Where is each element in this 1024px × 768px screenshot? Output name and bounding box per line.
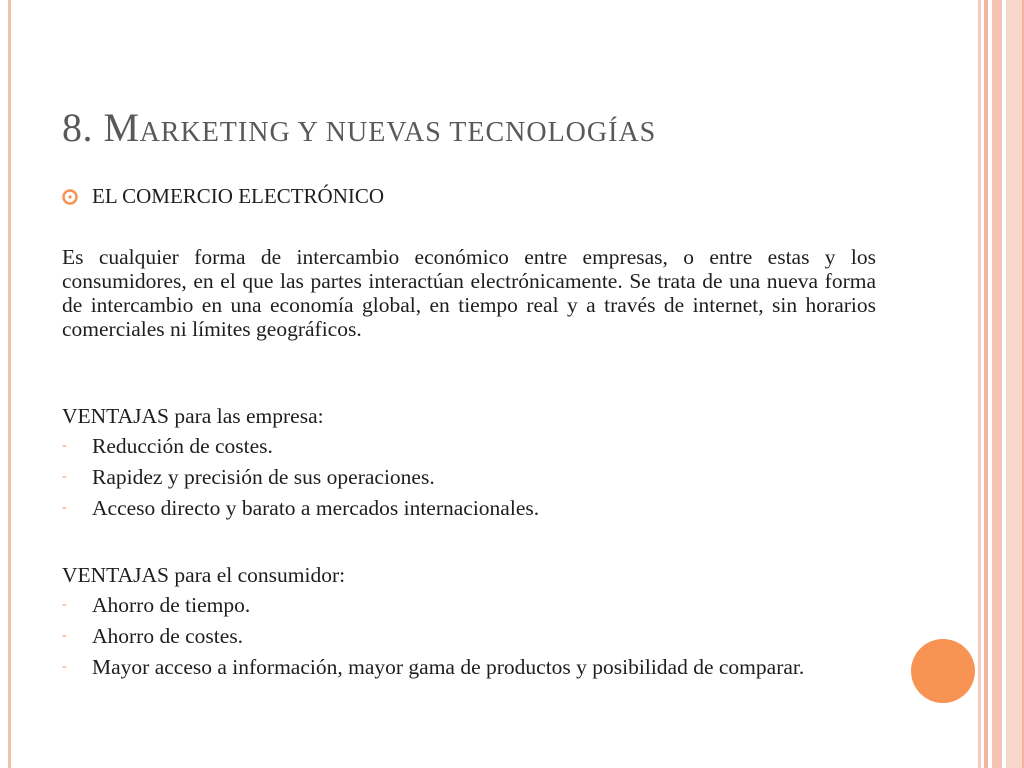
slide-title-rest: ARKETING Y NUEVAS TECNOLOGÍAS: [139, 117, 657, 148]
right-stripe: [992, 0, 1002, 768]
consumers-list: [62, 593, 876, 686]
dash-bullet-icon: -: [62, 597, 67, 612]
left-border-decoration: [0, 0, 14, 768]
slide-title: [62, 104, 656, 151]
list-item: [62, 496, 876, 520]
list-item-text: Reducción de costes.: [92, 434, 273, 458]
companies-heading: VENTAJAS para las empresa:: [62, 404, 324, 428]
right-stripe: [978, 0, 981, 768]
list-item-text: Acceso directo y barato a mercados internacionales.: [92, 496, 540, 520]
list-item: [62, 655, 876, 679]
orange-circle-icon: [911, 639, 975, 703]
bullet-heading: [62, 184, 384, 209]
dash-bullet-icon: -: [62, 628, 67, 643]
list-item-text: Ahorro de costes.: [92, 624, 244, 648]
consumers-heading: VENTAJAS para el consumidor:: [62, 563, 346, 587]
list-item-text: Rapidez y precisión de sus operaciones.: [92, 465, 435, 489]
orange-ring-bullet-icon: [62, 189, 78, 205]
list-item: [62, 434, 876, 458]
right-stripe: [1006, 0, 1022, 768]
dash-bullet-icon: -: [62, 500, 67, 515]
list-item-text: Mayor acceso a información, mayor gama de productos y posibilidad de comparar.: [92, 655, 805, 679]
companies-list: [62, 434, 876, 527]
dash-bullet-icon: -: [62, 659, 67, 674]
left-border-line: [8, 0, 11, 768]
list-item: [62, 465, 876, 489]
right-stripe: [984, 0, 988, 768]
definition-paragraph: Es cualquier forma de intercambio económico entre empresas, o entre estas y los consumidores, en el que las partes interactúan electrónicamente. Se trata de una nueva forma de intercambio en una economía global, en tiempo real y a través de internet, sin horarios comerciales ni límites geográficos.: [62, 245, 876, 341]
list-item: [62, 593, 876, 617]
dash-bullet-icon: -: [62, 438, 67, 453]
bullet-heading-label: EL COMERCIO ELECTRÓNICO: [92, 184, 385, 208]
right-border-decoration: [976, 0, 1024, 768]
list-item: [62, 624, 876, 648]
list-item-text: Ahorro de tiempo.: [92, 593, 251, 617]
slide-title-lead: 8. M: [62, 105, 140, 150]
dash-bullet-icon: -: [62, 469, 67, 484]
